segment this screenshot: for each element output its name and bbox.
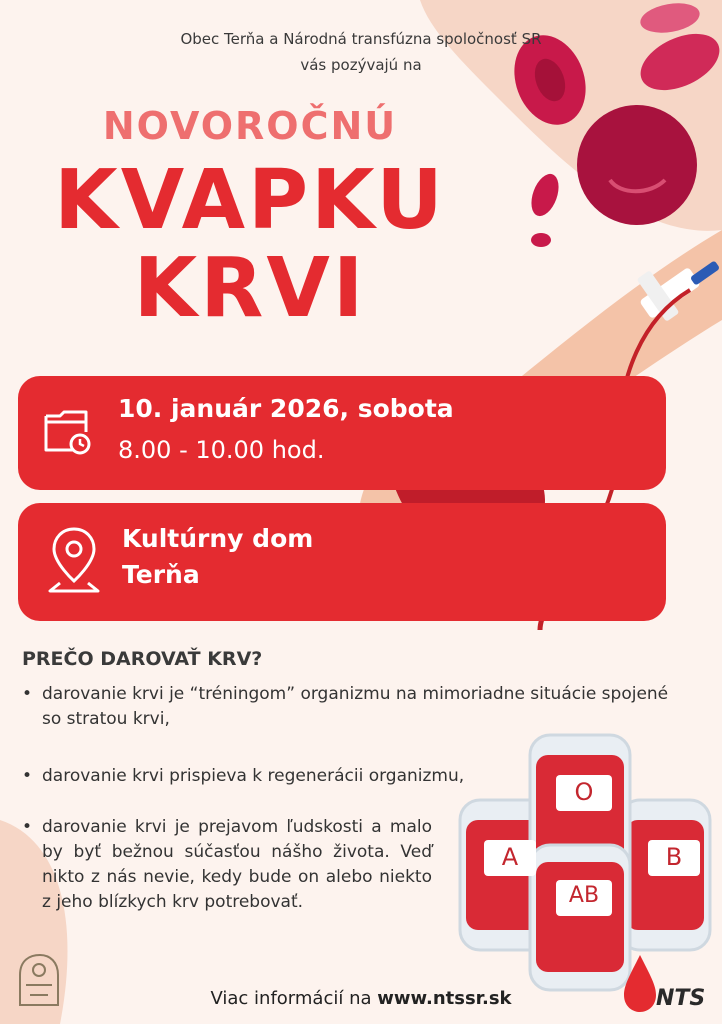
place-line-2: Terňa bbox=[122, 560, 200, 589]
blood-type-b: B bbox=[665, 843, 683, 871]
why-heading: PREČO DAROVAŤ KRV? bbox=[22, 648, 263, 670]
bullet-item-2: • darovanie krvi prispieva k regenerácii organizmu, bbox=[42, 764, 464, 789]
event-place bbox=[122, 521, 382, 593]
event-time: 8.00 - 10.00 hod. bbox=[118, 436, 325, 464]
location-pin-icon bbox=[48, 525, 100, 595]
place-card bbox=[18, 503, 666, 621]
bullet-item-3: • darovanie krvi je prejavom ľudskosti a malo by byť bežnou súčasťou nášho života. Veď nikto z nás nevie, kedy bude on alebo niekto z jeho blízkych krv potrebovať. bbox=[42, 815, 432, 915]
title-krvi: KRVI bbox=[133, 241, 367, 336]
event-date: 10. január 2026, sobota bbox=[118, 394, 454, 423]
footer bbox=[0, 988, 722, 1009]
nts-logo-text: NTS bbox=[656, 986, 706, 1011]
intro-line-1: Obec Terňa a Národná transfúzna spoločnosť SR bbox=[180, 30, 542, 48]
blood-type-a: A bbox=[501, 843, 519, 871]
intro-line-2: vás pozývajú na bbox=[300, 56, 422, 74]
place-line-1: Kultúrny dom bbox=[122, 524, 314, 553]
bullet-item-1: • darovanie krvi je “tréningom” organizmu na mimoriadne situácie spojené so stratou krvi, bbox=[42, 682, 682, 732]
title-novorocnu: NOVOROČNÚ bbox=[102, 104, 398, 148]
calendar-clock-icon bbox=[42, 406, 94, 458]
footer-url-link[interactable]: www.ntssr.sk bbox=[377, 988, 512, 1009]
footer-label: Viac informácií na bbox=[210, 988, 372, 1009]
blood-type-ab: AB bbox=[568, 883, 600, 908]
date-card bbox=[18, 376, 666, 490]
title-kvapku: KVAPKU bbox=[54, 153, 446, 248]
blood-type-o: O bbox=[574, 778, 594, 806]
